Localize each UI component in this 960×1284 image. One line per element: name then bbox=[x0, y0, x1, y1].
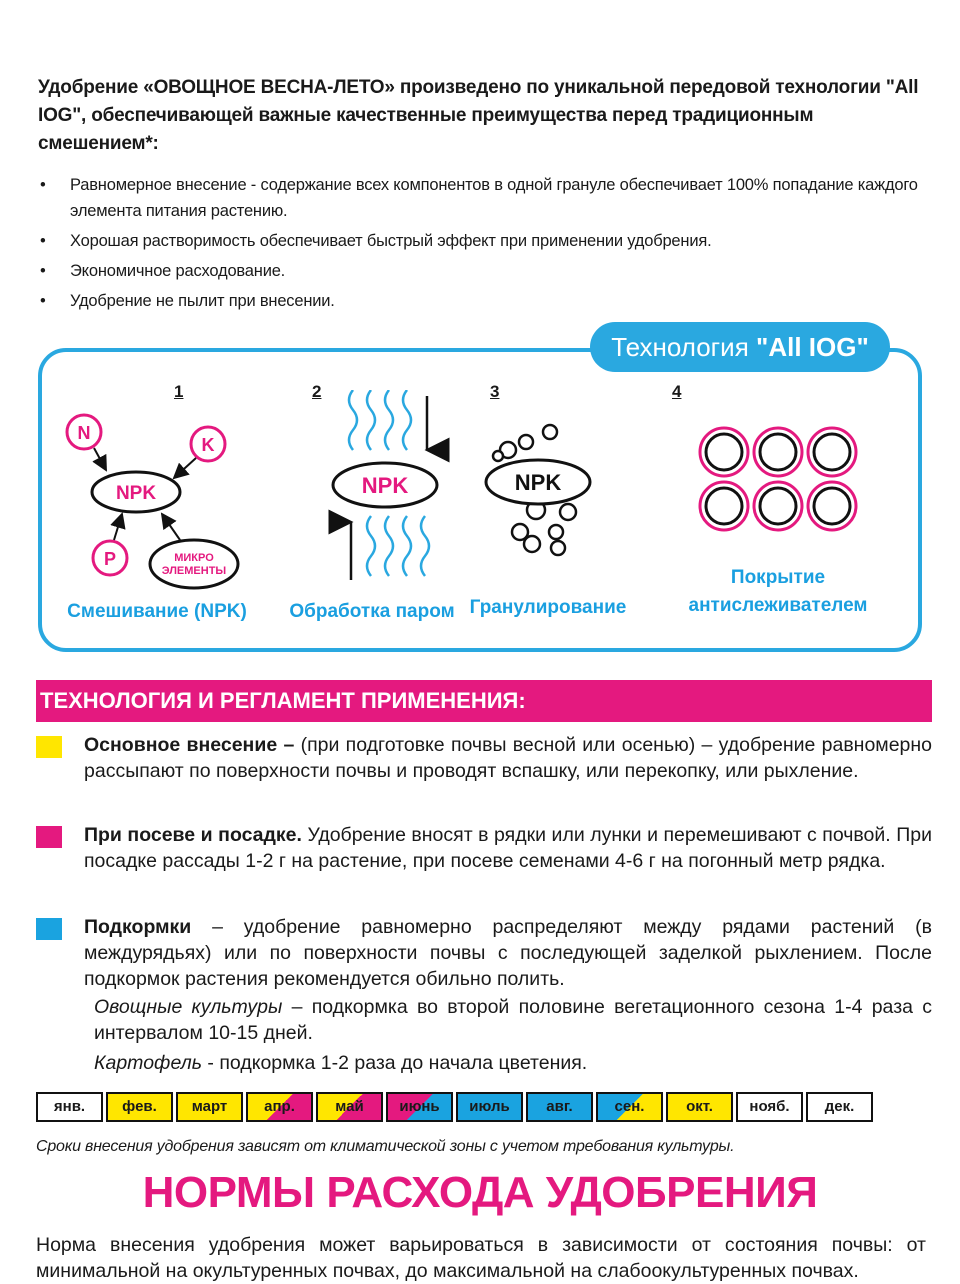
step-3-label: Гранулирование bbox=[469, 597, 627, 618]
list-item: • Удобрение не пылит при внесении. bbox=[38, 288, 928, 314]
month-cell: май bbox=[316, 1092, 383, 1122]
rule-main-application bbox=[36, 732, 932, 784]
timing-note: Сроки внесения удобрения зависят от климатической зоны с учетом требования культуры. bbox=[36, 1138, 735, 1155]
yellow-square-icon bbox=[36, 736, 62, 758]
cyan-square-icon bbox=[36, 918, 62, 940]
arrow-icon bbox=[114, 514, 122, 540]
step-2-number: 2 bbox=[312, 382, 322, 401]
magenta-square-icon bbox=[36, 826, 62, 848]
rule-title: Основное внесение – bbox=[84, 734, 295, 756]
micro-node bbox=[150, 540, 238, 588]
k-node-label: K bbox=[201, 435, 215, 455]
step-3-number: 3 bbox=[490, 382, 500, 401]
month-cell: нояб. bbox=[736, 1092, 803, 1122]
list-item: • Равномерное внесение - содержание всех компонентов в одной грануле обеспечивает 100% попадание каждого элемента питания растению. bbox=[38, 172, 928, 224]
month-cell: янв. bbox=[36, 1092, 103, 1122]
rule-title: Подкормки bbox=[84, 916, 192, 938]
months-calendar bbox=[36, 1092, 873, 1122]
technology-title-name: "All IOG" bbox=[756, 332, 869, 362]
step-4-label-line2: антислеживателем bbox=[688, 595, 868, 616]
granulation-diagram bbox=[478, 420, 608, 570]
rule-text: – удобрение равномерно распределяют между рядами растений (в междурядьях) или по поверхности почвы с последующей заделкой рыхлением. После подкормок растения рекомендуется обильно полить. bbox=[84, 916, 932, 990]
mixing-diagram bbox=[58, 410, 258, 610]
month-cell: апр. bbox=[246, 1092, 313, 1122]
month-cell: июль bbox=[456, 1092, 523, 1122]
coated-granules bbox=[700, 428, 856, 530]
step-1-number: 1 bbox=[174, 382, 184, 401]
rule-title: При посеве и посадке. bbox=[84, 824, 302, 846]
rule-text: (при подготовке почвы весной или осенью) – удобрение равномерно рассыпают по поверхности почвы и проводят вспашку, или перекопку, или рыхление. bbox=[84, 734, 933, 782]
arrow-icon bbox=[162, 514, 180, 540]
technology-title bbox=[590, 322, 890, 372]
norms-text: Норма внесения удобрения может варьироваться в зависимости от состояния почвы: от минимальной на окультуренных почвах, до максимальной на слабоокультуренных почвах. bbox=[36, 1234, 926, 1282]
crop-text: – подкормка во второй половине вегетационного сезона 1-4 раза с интервалом 10-15 дней. bbox=[94, 996, 932, 1044]
arrow-icon bbox=[174, 458, 196, 478]
steam-waves-bottom bbox=[367, 516, 429, 576]
micro-node-label-1: МИКРО bbox=[174, 552, 214, 564]
steam-diagram bbox=[323, 390, 453, 590]
month-cell: июнь bbox=[386, 1092, 453, 1122]
technology-title-prefix: Технология bbox=[611, 332, 749, 362]
month-cell: дек. bbox=[806, 1092, 873, 1122]
benefits-list bbox=[38, 172, 928, 318]
month-cell: сен. bbox=[596, 1092, 663, 1122]
crop-name: Картофель bbox=[94, 1052, 203, 1074]
step-4-label-line1: Покрытие bbox=[730, 567, 826, 588]
coated-granules-diagram bbox=[696, 424, 862, 534]
list-item: • Экономичное расходование. bbox=[38, 258, 928, 284]
step-4-label bbox=[688, 564, 868, 620]
month-cell: окт. bbox=[666, 1092, 733, 1122]
crop-potato bbox=[94, 1050, 932, 1076]
section-title: ТЕХНОЛОГИЯ И РЕГЛАМЕНТ ПРИМЕНЕНИЯ: bbox=[36, 680, 932, 722]
month-cell: фев. bbox=[106, 1092, 173, 1122]
crop-vegetables bbox=[94, 994, 932, 1046]
month-cell: авг. bbox=[526, 1092, 593, 1122]
micro-node-label-2: ЭЛЕМЕНТЫ bbox=[161, 565, 227, 577]
step-2-label: Обработка паром bbox=[289, 601, 455, 622]
n-node-label: N bbox=[77, 423, 91, 443]
p-node-label: P bbox=[103, 549, 117, 569]
month-cell: март bbox=[176, 1092, 243, 1122]
step-1-label: Смешивание (NPK) bbox=[67, 601, 247, 622]
npk-node-label: NPK bbox=[115, 483, 157, 504]
intro-paragraph: Удобрение «ОВОЩНОЕ ВЕСНА-ЛЕТО» произведено по уникальной передовой технологии "All IOG", обеспечивающей важные качественные преимущества перед традиционным смешением*: bbox=[38, 77, 919, 154]
npk-node-label: NPK bbox=[361, 473, 409, 498]
crop-name: Овощные культуры bbox=[94, 996, 283, 1018]
rule-text: Удобрение вносят в рядки или лунки и перемешивают с почвой. При посадке рассады 1-2 г на растение, при посеве семенами 4-6 г на погонный метр рядка. bbox=[84, 824, 932, 872]
rule-sowing bbox=[36, 822, 932, 874]
crop-text: - подкормка 1-2 раза до начала цветения. bbox=[202, 1052, 588, 1074]
rule-top-dressing bbox=[36, 914, 932, 992]
npk-granule-label: NPK bbox=[514, 470, 562, 495]
technology-steps bbox=[38, 370, 922, 650]
list-item: • Хорошая растворимость обеспечивает быстрый эффект при применении удобрения. bbox=[38, 228, 928, 254]
step-4-number: 4 bbox=[672, 382, 682, 401]
steam-waves-top bbox=[349, 390, 411, 450]
arrow-icon bbox=[94, 448, 106, 470]
norms-title: НОРМЫ РАСХОДА УДОБРЕНИЯ bbox=[142, 1168, 818, 1217]
